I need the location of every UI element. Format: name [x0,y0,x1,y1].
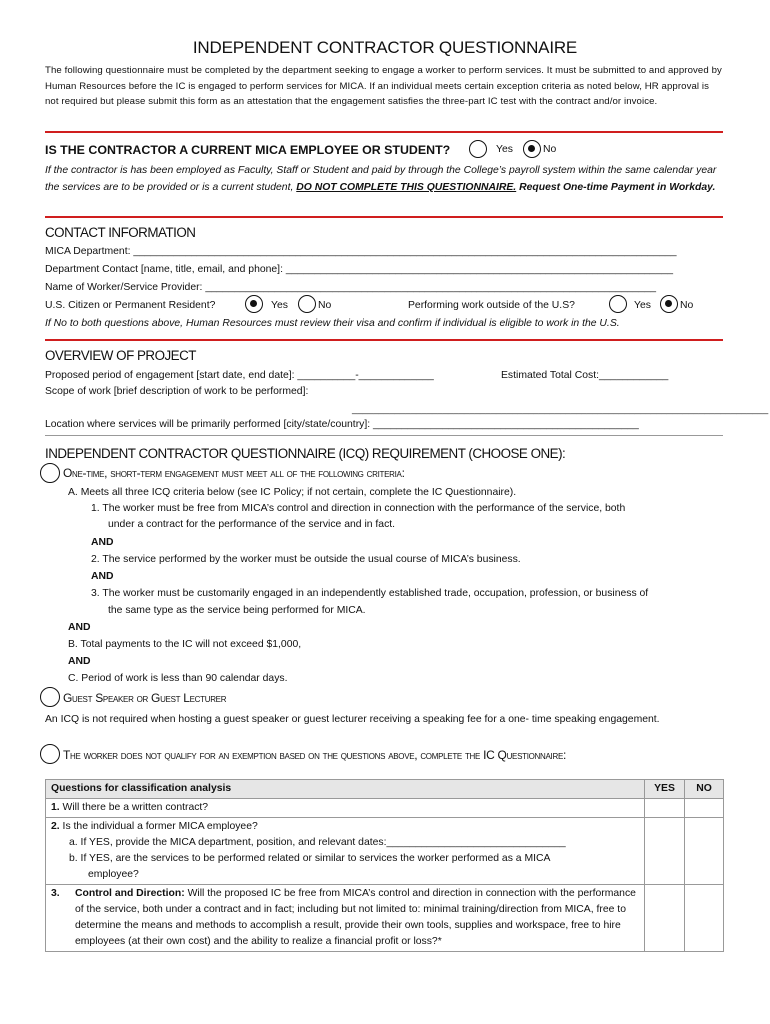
intro-paragraph: The following questionnaire must be completed by the department seeking to engage a worker to perform services. It must be submitted to and approved by Human Resources before the IC is engaged to perform services for MICA. If an individual meets certain exception criteria as noted below, HR approval is not required but please submit this form as an attestation that the engagement satisfies the three-part IC test with the contract and/or invoice. [45,65,722,107]
criteria-a: A. Meets all three ICQ criteria below (see IC Policy; if not certain, complete the IC Questionnaire). [68,487,517,498]
outside-no-radio[interactable] [660,295,678,313]
citizen-no-label: No [318,300,332,311]
table-header-yes: YES [645,780,685,799]
question-2: 2. Is the individual a former MICA employee? a. If YES, provide the MICA department, position, and relevant dates:_______________________________ b. If YES, are the services to be performed related or similar to services the worker performed as a MICA employee? [46,818,645,885]
mica-yes-radio[interactable] [469,140,487,158]
question-1-yes-cell[interactable] [645,799,685,818]
page-title: INDEPENDENT CONTRACTOR QUESTIONNAIRE [192,38,578,57]
question-2-no-cell[interactable] [685,818,724,885]
table-row [46,885,724,952]
option-guest-speaker-label: Guest Speaker or Guest Lecturer [63,691,227,705]
criterion-2: 2. The service performed by the worker must be outside the usual course of MICA’s business. [91,554,521,565]
mica-no-radio[interactable] [523,140,541,158]
table-header-row [46,780,724,799]
criterion-3: 3. The worker must be customarily engaged in an independently established trade, occupation, profession, or business of [91,588,649,599]
contact-heading: CONTACT INFORMATION [45,225,196,240]
table-row [46,799,724,818]
mica-no-label: No [543,144,557,155]
outside-yes-label: Yes [634,300,651,311]
criteria-c: C. Period of work is less than 90 calendar days. [68,673,288,684]
department-field[interactable]: MICA Department: ______________________________________________________________________________________________ [45,246,677,257]
table-row [46,818,724,885]
question-3-yes-cell[interactable] [645,885,685,952]
option-one-time-label: One-time, short-term engagement must meet all of the following criteria: [63,466,405,480]
table-header-questions: Questions for classification analysis [46,780,645,799]
option-ic-questionnaire-label: The worker does not qualify for an exemption based on the questions above, complete the IC Questionnaire: [63,748,567,762]
visa-note: If No to both questions above, Human Resources must review their visa and confirm if individual is eligible to work in the U.S. [45,318,620,329]
mica-question-label: IS THE CONTRACTOR A CURRENT MICA EMPLOYEE OR STUDENT? [45,143,451,157]
outside-no-label: No [680,300,694,311]
and-label: AND [68,656,91,667]
question-2-yes-cell[interactable] [645,818,685,885]
location-field[interactable]: Location where services will be primarily performed [city/state/country]: ______________________________________________ [45,419,639,430]
scope-field[interactable]: ______________________________________________________________________________ [352,404,769,415]
outside-yes-radio[interactable] [609,295,627,313]
guest-speaker-text: An ICQ is not required when hosting a guest speaker or guest lecturer receiving a speaking fee for a one- time speaking engagement. [45,714,660,725]
criterion-1: 1. The worker must be free from MICA’s control and direction in connection with the performance of the service, both [91,503,626,514]
icq-heading: INDEPENDENT CONTRACTOR QUESTIONNAIRE (ICQ) REQUIREMENT (CHOOSE ONE): [45,446,566,461]
citizen-no-radio[interactable] [298,295,316,313]
criterion-1-cont: under a contract for the performance of the service and in fact. [108,519,396,530]
question-3: 3. Control and Direction: Will the proposed IC be free from MICA’s control and direction in connection with the performance of the service, both under a contract and in fact; including but not limited to: minimal training/direction from MICA, free to determine the means and methods to accomplish a result, provide their own tools, supplies and workspace, free to hire employees (at their own cost) and the ability to realize a financial profit or loss?* [46,885,645,952]
scope-label: Scope of work [brief description of work to be performed]: [45,386,309,397]
criteria-b: B. Total payments to the IC will not exceed $1,000, [68,639,302,650]
option-guest-speaker-radio[interactable] [40,687,60,707]
estimated-cost-field[interactable]: Estimated Total Cost:____________ [501,370,669,381]
and-label: AND [91,537,114,548]
divider [45,435,723,436]
question-3-no-cell[interactable] [685,885,724,952]
mica-note: If the contractor is has been employed as Faculty, Staff or Student and paid by through the College’s payroll system within the same calendar year the services are to be provided or is a current student, DO NOT COMPLETE THIS QUESTIONNAIRE. Request One-time Payment in Workday. [45,165,717,193]
worker-name-field[interactable]: Name of Worker/Service Provider: ______________________________________________________________________________ [45,282,657,293]
overview-heading: OVERVIEW OF PROJECT [45,348,196,363]
option-one-time-radio[interactable] [40,463,60,483]
classification-table [45,779,724,952]
and-label: AND [91,571,114,582]
and-label: AND [68,622,91,633]
outside-us-label: Performing work outside of the U.S? [408,300,575,311]
question-2a[interactable]: a. If YES, provide the MICA department, position, and relevant dates:_______________________________ [69,837,566,848]
question-1-no-cell[interactable] [685,799,724,818]
engagement-period-field[interactable]: Proposed period of engagement [start date, end date]: __________-_____________ [45,370,434,381]
citizen-label: U.S. Citizen or Permanent Resident? [45,300,216,311]
question-2b-cont: employee? [88,869,139,880]
citizen-yes-label: Yes [271,300,288,311]
divider [45,216,723,218]
table-header-no: NO [685,780,724,799]
question-1: 1. Will there be a written contract? [46,799,645,818]
option-ic-questionnaire-radio[interactable] [40,744,60,764]
question-2b: b. If YES, are the services to be performed related or similar to services the worker performed as a MICA [69,853,551,864]
mica-yes-label: Yes [496,144,513,155]
divider [45,339,723,341]
divider [45,131,723,133]
department-contact-field[interactable]: Department Contact [name, title, email, and phone]: ___________________________________________________________________ [45,264,674,275]
criterion-3-cont: the same type as the service being performed for MICA. [108,605,366,616]
citizen-yes-radio[interactable] [245,295,263,313]
